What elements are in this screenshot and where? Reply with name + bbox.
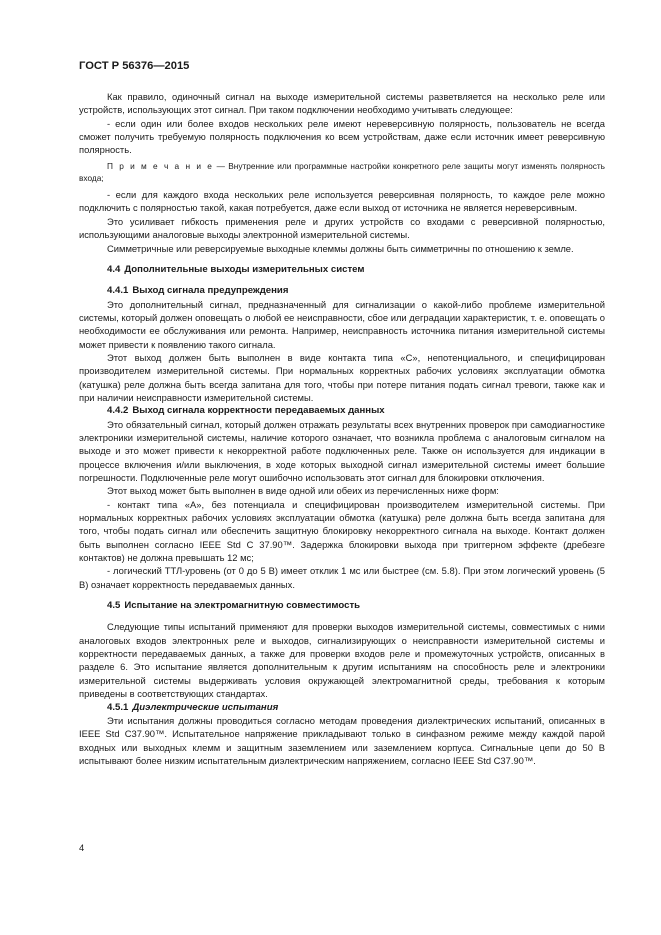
note <box>79 160 605 184</box>
section-heading-4-5-1: 4.5.1 Диэлектрические испытания <box>107 701 279 713</box>
paragraph: Это дополнительный сигнал, предназначенный для сигнализации о какой-либо проблеме измерительной системы, который должен оповещать о любой ее неисправности, сбое или деградации характеристик, т. е. оповещать о необходимости ее обслуживания или ремонта. Например, неисправность источника питания измерительной системы может привести к появлению такого сигнала. <box>79 298 605 350</box>
list-item: - контакт типа «А», без потенциала и специфицирован производителем измерительной системы. При нормальных корректных рабочих условиях эксплуатации обмотка (катушка) реле должна быть всегда запитана для того, чтобы подать сигнал или обеспечить защитную блокировку некорректного сигнала на выходе. Контакт должен быть выполнен согласно IEEE Std C 37.90™. Задержка блокировки выхода при триггерном эффекте (дребезге контактов) не должна превышать 12 мс; <box>79 498 605 564</box>
page-number: 4 <box>79 842 85 853</box>
section-heading-4-4: 4.4 Дополнительные выходы измерительных систем <box>107 263 365 275</box>
list-item: - логический ТТЛ-уровень (от 0 до 5 В) имеет отклик 1 мс или быстрее (см. 5.8). При этом логический уровень (5 В) означает корректность передаваемых данных. <box>79 565 605 590</box>
paragraph: Этот выход может быть выполнен в виде одной или обеих из перечисленных ниже форм: <box>107 485 499 497</box>
section-heading-4-4-2: 4.4.2 Выход сигнала корректности передаваемых данных <box>107 405 385 417</box>
section-heading-4-4-1: 4.4.1 Выход сигнала предупреждения <box>107 285 289 297</box>
section-heading-4-5: 4.5 Испытание на электромагнитную совместимость <box>107 600 361 612</box>
paragraph: Это усиливает гибкость применения реле и других устройств со входами с реверсивной полярностью, использующими аналоговые выходы электронной измерительной системы. <box>79 215 605 241</box>
paragraph: Это обязательный сигнал, который должен отражать результаты всех внутренних проверок при самодиагностике электроники измерительной системы, наличие которого означает, что возникла проблема с аналоговым сигналом на выходе и это может привести к некорректной работе подключенных реле. Также он используется для индикации в процессе включения и/или выключения, в ходе которых выходной сигнал измерительной системы имеет большие погрешности. Подключенные реле могут ошибочно использовать этот сигнал для блокировки отключения. <box>79 418 605 483</box>
paragraph: Следующие типы испытаний применяют для проверки выходов измерительной системы, совместимых с ними аналоговых входов электронных реле и выходов, сигнализирующих о неисправности измерительной системы и корректности передаваемых данных, а также для проверки входов реле и промежуточных устройств, описанных в разделе 6. Это испытание является дополнительным к другим испытаниям на способность реле и электроники измерительной системы выдерживать условия окружающей электромагнитной среды, требования к которым приведены в соответствующих стандартах. <box>79 621 605 700</box>
list-item: - если для каждого входа нескольких реле используется реверсивная полярность, то каждое реле можно подключить с полярностью такой, какая потребуется, даже если выход от источника не является нереверсивным. <box>79 189 605 214</box>
note-label: П р и м е ч а н и е <box>107 160 214 171</box>
list-item: - если один или более входов нескольких реле имеют нереверсивную полярность, пользователь не всегда сможет получить требуемую полярность подключения ко всем устройствам, даже если источник имеет реверсивную полярность. <box>79 117 605 156</box>
paragraph: Этот выход должен быть выполнен в виде контакта типа «С», непотенциального, и специфицирован производителем измерительной системы. При нормальных корректных рабочих условиях эксплуатации обмотка (катушка) реле должна быть всегда запитана для того, чтобы при потере питания подать сигнал тревоги, также как и при наличии неисправности измерительной системы. <box>79 351 605 403</box>
document-body <box>79 90 605 767</box>
standard-header: ГОСТ Р 56376—2015 <box>79 60 190 72</box>
paragraph: Эти испытания должны проводиться согласно методам проведения диэлектрических испытаний, описанных в IEEE Std C37.90™. Испытательное напряжение прикладывают только в синфазном режиме между каждой парой входных или выходных клемм и защитным заземлением или заземлением корпуса. Сигнальные цепи до 50 В испытывают более низким испытательным диэлектрическим напряжением, согласно IEEE Std C37.90™. <box>79 714 605 766</box>
paragraph: Симметричные или реверсируемые выходные клеммы должны быть симметричны по отношению к земле. <box>107 242 574 254</box>
note-text: — Внутренние или программные настройки конкретного реле защиты могут изменять полярность входа; <box>79 160 606 183</box>
paragraph: Как правило, одиночный сигнал на выходе измерительной системы разветвляется на несколько реле или устройств, использующих этот сигнал. При таком подключении необходимо учитывать следующее: <box>79 91 605 116</box>
